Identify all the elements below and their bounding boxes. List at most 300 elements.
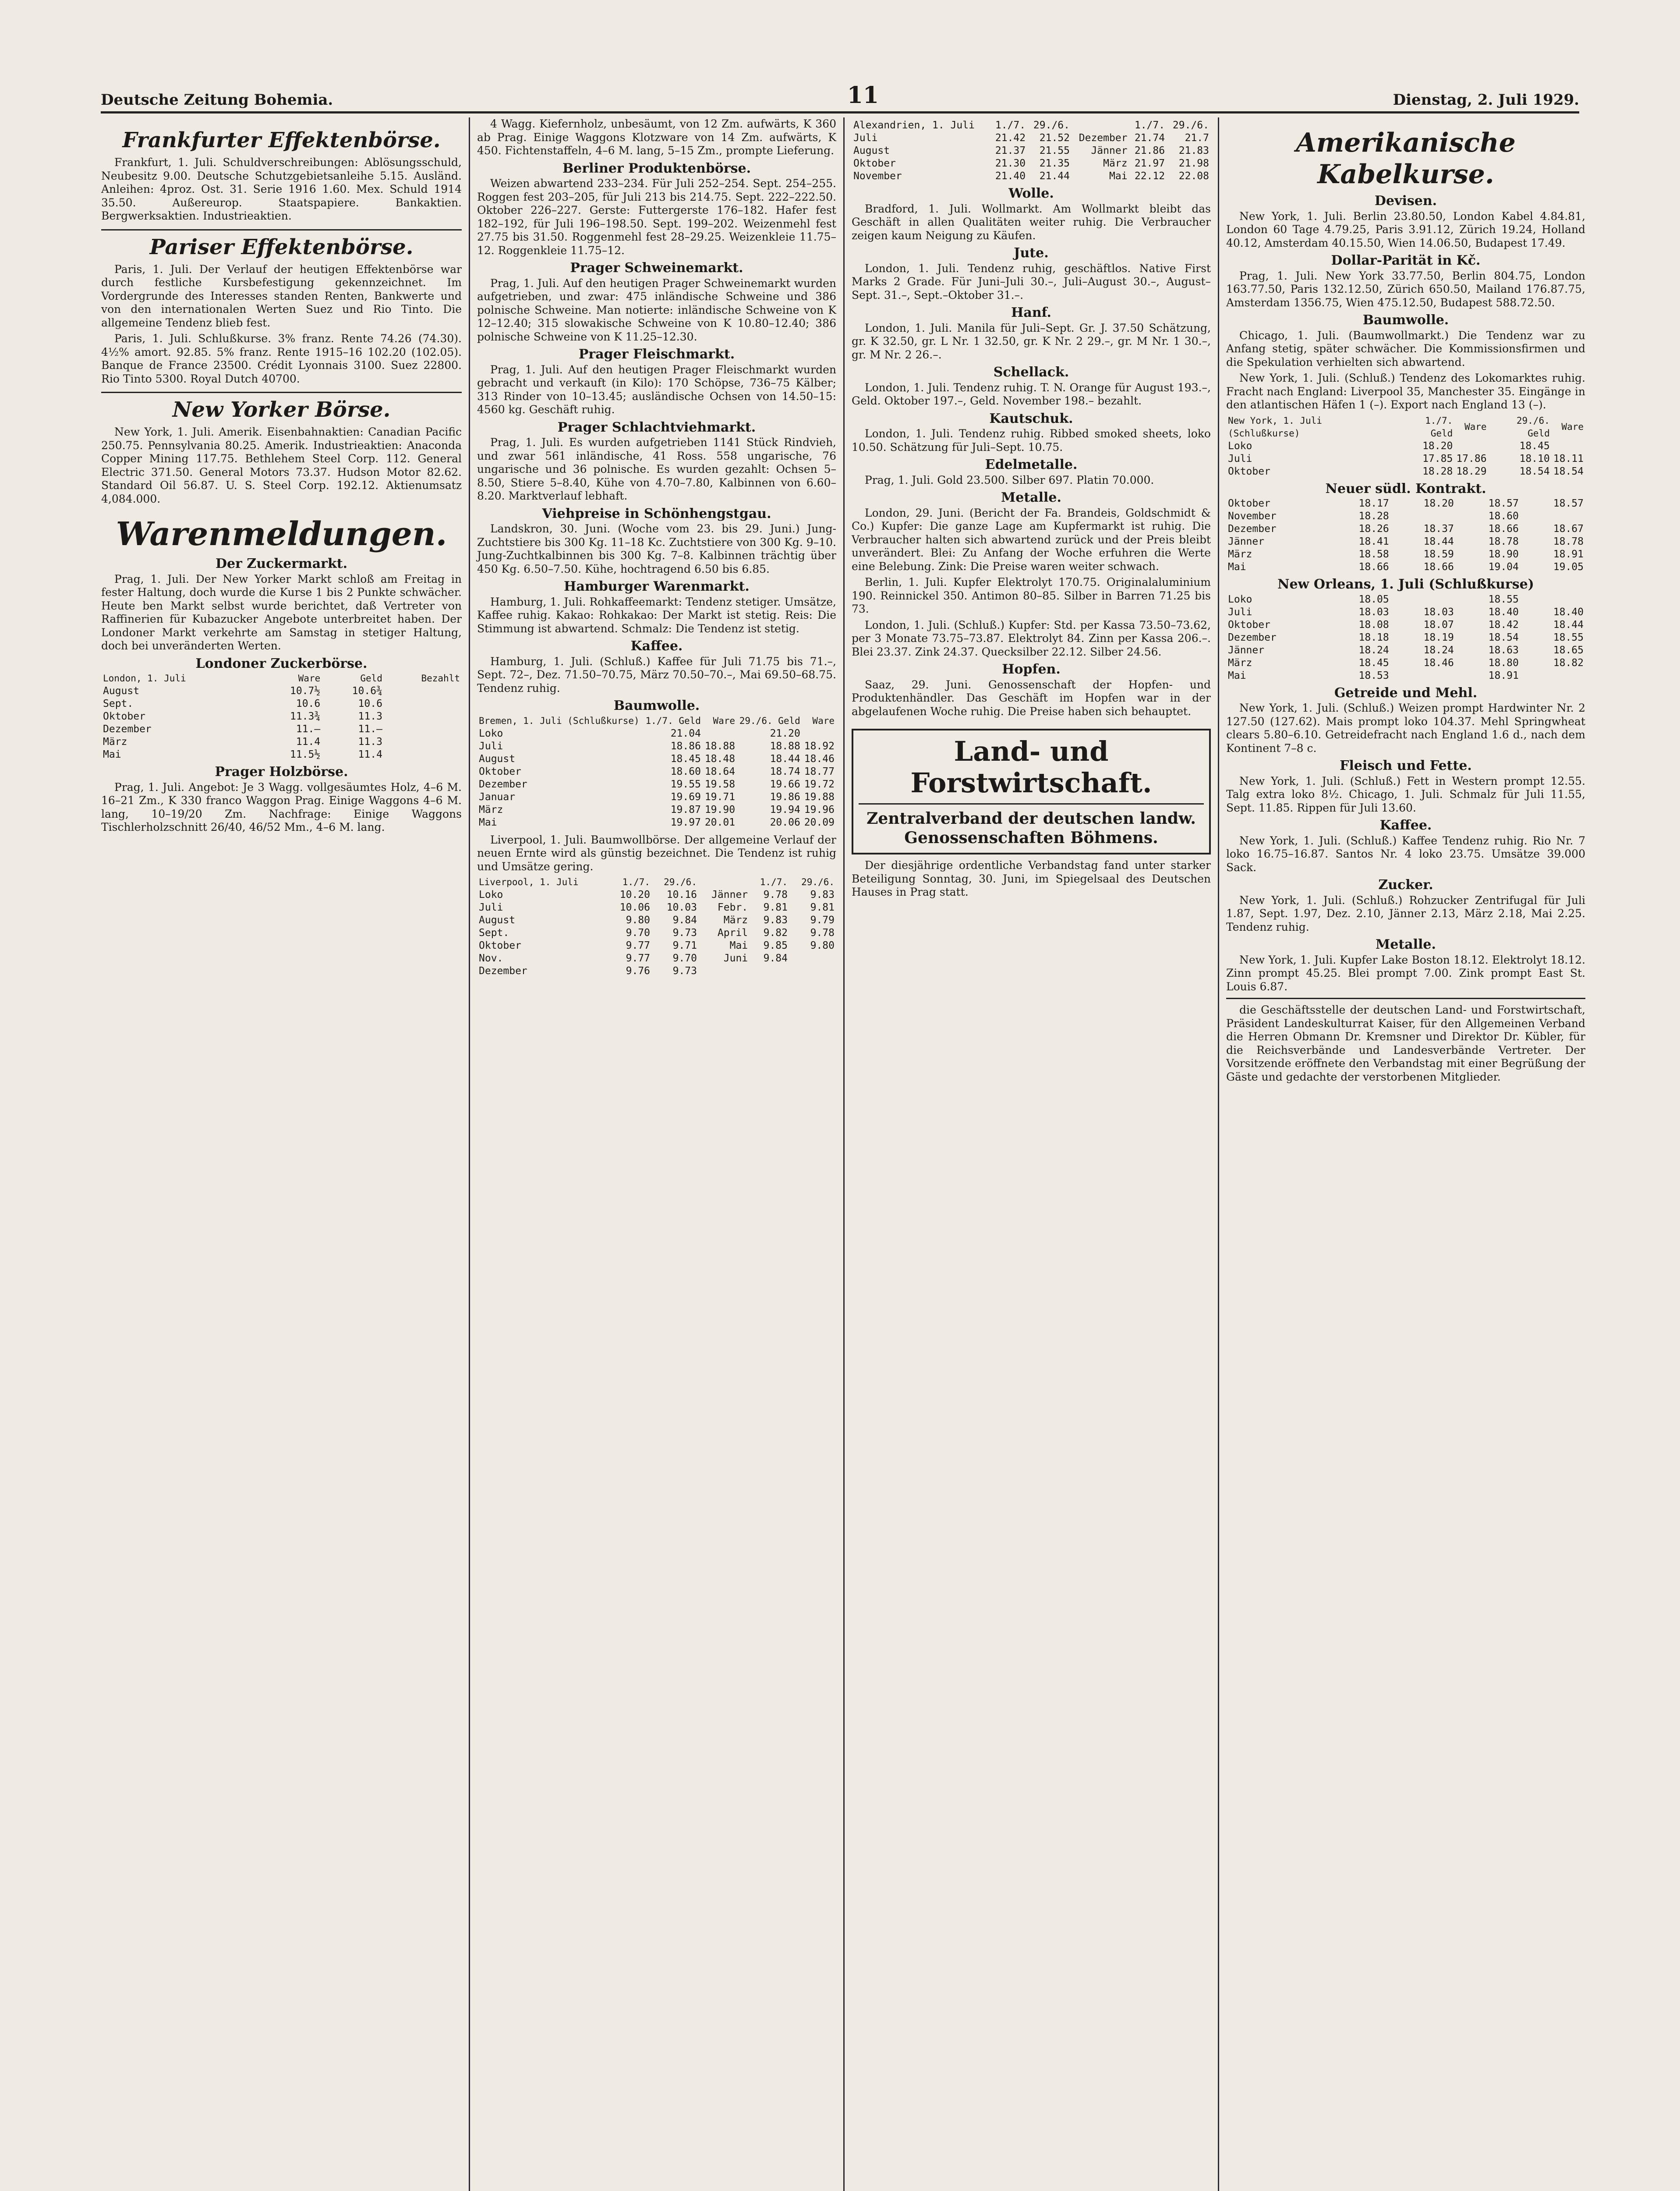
cell: 1./7. — [1134, 120, 1165, 131]
london-metalle-text: London, 1. Juli. (Schluß.) Kupfer: Std. per Kassa 73.50–73.62, per 3 Monate 73.75–73.87. Elektrolyt 84. Zinn per Kassa 206.–. Blei 23.37. Zink 24.37. Quecksilber 22.12. Silber 24.56. — [852, 618, 1211, 658]
cell: 18.17 — [1358, 498, 1389, 509]
cell: 18.88 — [770, 740, 800, 752]
cell: 29./6. — [1033, 120, 1070, 131]
cell: 18.60 — [1488, 511, 1519, 522]
cell: Sept. — [479, 927, 509, 939]
bremen-cotton-table — [477, 715, 836, 829]
cell: 29./6. — [1172, 120, 1209, 131]
cell: Loko — [1228, 440, 1252, 452]
cell: Loko — [479, 889, 503, 901]
cell: 18.41 — [1358, 536, 1389, 547]
wolle-text: Bradford, 1. Juli. Wollmarkt. Am Wollmarkt bleibt das Geschäft in allen Qualitäten weiter ruhig. Die Verbraucher zeigen kaum Neigung zu Käufen. — [852, 202, 1211, 242]
hamburg-title: Hamburger Warenmarkt. — [564, 579, 750, 594]
cell: 18.54 — [1553, 465, 1584, 477]
edelmetalle-text: Prag, 1. Juli. Gold 23.500. Silber 697. Platin 70.000. — [865, 473, 1154, 486]
hanf-title: Hanf. — [1011, 305, 1051, 320]
schellack-title: Schellack. — [993, 365, 1069, 380]
cell: März — [1103, 158, 1128, 169]
baumwolle-title: Baumwolle. — [613, 698, 700, 713]
cell: 18.59 — [1423, 549, 1454, 560]
cell: 18.18 — [1358, 631, 1389, 643]
cell: Dezember — [479, 778, 527, 790]
cell: 21.04 — [670, 727, 701, 739]
cell: 18.44 — [770, 753, 800, 765]
cell: 18.58 — [1358, 549, 1389, 560]
table-row — [477, 889, 836, 901]
cell — [1391, 510, 1456, 523]
column-3 — [843, 117, 1218, 2191]
cell: 21.20 — [770, 727, 800, 739]
cell: 10.6 — [296, 698, 321, 709]
cell: Febr. — [717, 902, 748, 913]
cell: 18.42 — [1488, 619, 1519, 631]
cell: 9.78 — [810, 927, 835, 939]
cell: 18.28 — [1358, 511, 1389, 522]
kaffee-title: Kaffee. — [630, 638, 683, 654]
viehpreise-title: Viehpreise in Schönhengstgau. — [542, 506, 771, 521]
cell: 22.12 — [1134, 170, 1165, 182]
table-row — [1226, 497, 1585, 510]
table-row — [477, 727, 836, 740]
cell: 18.82 — [1553, 657, 1584, 669]
cell: 21.97 — [1134, 158, 1165, 169]
table-header: Ware — [1561, 422, 1584, 432]
cell: 18.53 — [1358, 670, 1389, 681]
cell: 10.20 — [619, 889, 651, 901]
cell: 18.77 — [804, 766, 835, 777]
cell: 18.67 — [1553, 523, 1584, 535]
table-row — [477, 766, 836, 778]
metalle-text: London, 29. Juni. (Bericht der Fa. Brandeis, Goldschmidt & Co.) Kupfer: Die ganze Lage am Kupfermarkt ist ruhig. Die Verbraucher halten sich abwartend zurück und der Preis bleibt unverändert. Blei: Zu Anfang der Woche erfuhren die Werte eine Belebung. Zink: Die Preise waren weiter schwach. — [852, 506, 1211, 573]
kautschuk-text: London, 1. Juli. Tendenz ruhig. Ribbed smoked sheets, loko 10.50. Schätzung für Juli–Sept. 10.75. — [852, 427, 1211, 454]
cell — [384, 710, 462, 723]
cell: 21.74 — [1134, 132, 1165, 144]
alexandria-table — [852, 119, 1211, 183]
columns — [94, 117, 1592, 2191]
metalle-us-title: Metalle. — [1376, 937, 1436, 952]
cell: Dezember — [103, 723, 152, 735]
cell: 21.98 — [1178, 158, 1209, 169]
divider — [859, 803, 1204, 805]
paris-quotes: Paris, 1. Juli. Schlußkurse. 3% franz. Rente 74.26 (74.30). 4½% amort. 92.85. 5% franz. Rente 1915–16 102.20 (102.05). Banque de France 23500. Crédit Lyonnais 3100. Suez 22800. Rio Tinto 5300. Royal Dutch 40700. — [101, 332, 462, 385]
kautschuk-title: Kautschuk. — [989, 411, 1073, 426]
table-row — [477, 804, 836, 816]
dollar-paritaet-text: Prag, 1. Juli. New York 33.77.50, Berlin 804.75, London 163.77.50, Paris 132.12.50, Zürich 650.50, Mailand 176.87.75, Amsterdam 1356.75, Wien 475.12.50, Budapest 588.72.50. — [1226, 269, 1585, 309]
zucker-us-text: New York, 1. Juli. (Schluß.) Rohzucker Zentrifugal für Juli 1.87, Sept. 1.97, Dez. 2.10, Jänner 2.13, März 2.18, Mai 2.25. Tendenz ruhig. — [1226, 893, 1585, 933]
liverpool-table — [477, 876, 836, 978]
cell: August — [479, 915, 516, 926]
kabelkurse-title: Amerikanische Kabelkurse. — [1296, 128, 1516, 190]
table-row — [1226, 644, 1585, 657]
new-orleans-table — [1226, 593, 1585, 682]
cell: 18.74 — [770, 766, 800, 777]
table-header: Bremen, 1. Juli (Schlußkurse) — [479, 715, 640, 726]
cell: 21.35 — [1039, 158, 1070, 169]
cell: 18.07 — [1423, 619, 1454, 631]
fleischmarkt-text: Prag, 1. Juli. Auf den heutigen Prager Fleischmarkt wurden gebracht und verkauft (in Kilo): 170 Schöpse, 736–75 Kälber; 313 Rinder von 10–13.45; ausländische Ochsen von 14.50–15: 4560 kg. Geschäft ruhig. — [477, 363, 836, 416]
london-sugar-title: Londoner Zuckerbörse. — [195, 656, 368, 671]
cell: Dezember — [1228, 631, 1277, 643]
cell: 10.03 — [666, 902, 697, 913]
cell: 9.70 — [672, 953, 697, 964]
cell: Juli — [479, 902, 503, 913]
table-header: Ware — [812, 715, 835, 726]
cell: 11.4 — [358, 749, 382, 760]
cell — [1391, 593, 1456, 606]
hanf-text: London, 1. Juli. Manila für Juli–Sept. Gr. J. 37.50 Schätzung, gr. K 32.50, gr. L Nr. 1 32.50, gr. K Nr. 2 29.–, gr. M Nr. 1 30.–, gr. M Nr. 2 26.–. — [852, 321, 1211, 361]
cell: 21.44 — [1039, 170, 1070, 182]
cell — [384, 698, 462, 710]
table-row — [477, 740, 836, 753]
edelmetalle-title: Edelmetalle. — [985, 457, 1078, 472]
cell: Sept. — [103, 698, 134, 709]
cell: Oktober — [1228, 619, 1270, 631]
cell: 9.78 — [763, 889, 788, 901]
cell: Juli — [479, 740, 503, 752]
table-row — [1226, 619, 1585, 631]
cell: 19.58 — [704, 778, 736, 790]
cell: 9.80 — [626, 915, 651, 926]
cell: 11.– — [358, 723, 382, 735]
dollar-paritaet-title: Dollar-Parität in Kč. — [1331, 253, 1481, 268]
cell: Mai — [1109, 170, 1128, 182]
cell: 9.73 — [672, 927, 697, 939]
schellack-text: London, 1. Juli. Tendenz ruhig. T. N. Orange für August 193.–, Geld. Oktober 197.–, Geld. November 198.– bezahlt. — [852, 381, 1211, 407]
cell: 20.01 — [704, 816, 736, 828]
cell: Loko — [1228, 593, 1252, 605]
holzboerse-text: Prag, 1. Juli. Angebot: Je 3 Wagg. vollgesäumtes Holz, 4–6 M. 16–21 Zm., K 330 franco Waggon Prag. Einige Waggons 4–6 M. lang, 10–19/20 Zm. Nachfrage: Einige Waggons Tischlerholzschnitt 26/40, 46/52 Mm., 4–6 M. lang. — [101, 780, 462, 833]
table-row — [1226, 593, 1585, 606]
cell: 10.06 — [619, 902, 651, 913]
table-row — [477, 816, 836, 829]
cell — [789, 965, 836, 978]
cell: Mai — [1228, 561, 1246, 573]
cell: 20.09 — [804, 816, 835, 828]
cell: 18.45 — [670, 753, 701, 765]
cell: 21.40 — [995, 170, 1026, 182]
cell: 18.26 — [1358, 523, 1389, 535]
cell: Oktober — [1228, 498, 1270, 509]
frankfurt-text: Frankfurt, 1. Juli. Schuldverschreibungen: Ablösungsschuld, Neubesitz 9.00. Deutsche Schutzgebietsanleihe 5.15. Ausländ. Anleihen: 4proz. Ost. 31. Serie 1916 1.60. Mex. Schuld 1914 35.50. Außereurop. Staatspapiere. Bankaktien. Bergwerksaktien. Industrieaktien. — [101, 156, 462, 222]
cell: 19.66 — [770, 778, 800, 790]
cell: 17.85 — [1422, 453, 1453, 464]
table-row — [101, 736, 462, 748]
table-row — [1226, 561, 1585, 574]
cell: 18.46 — [1423, 657, 1454, 669]
cell: Jänner — [1228, 644, 1265, 656]
cell: 9.81 — [810, 902, 835, 913]
cell: April — [717, 927, 748, 939]
cell: 10.6¾ — [352, 685, 382, 697]
hopfen-title: Hopfen. — [1002, 662, 1061, 677]
cell: 19.90 — [704, 804, 736, 815]
table-row — [101, 685, 462, 698]
table-header: 29./6. — [664, 877, 697, 887]
zuckermarkt-text: Prag, 1. Juli. Der New Yorker Markt schloß am Freitag in fester Haltung, doch wurde die Kurse 1 bis 2 Punkte schwächer. Heute ben Markt selbst wurde berichtet, daß Vertreter von Raffinerien für Kubazucker Angebote unterbreitet haben. Der Londoner Markt verkehrte am Samstag in stetiger Haltung, doch bei unveränderten Werten. — [101, 572, 462, 652]
fleisch-title: Fleisch und Fette. — [1340, 758, 1472, 773]
running-head — [101, 78, 1579, 113]
cell: Oktober — [479, 940, 521, 951]
table-row — [852, 145, 1211, 157]
cell: 18.80 — [1488, 657, 1519, 669]
cell: 19.55 — [670, 778, 701, 790]
table-header: Ware — [298, 673, 321, 684]
cell: 9.85 — [763, 940, 788, 951]
newyork-cotton-text: New York, 1. Juli. (Schluß.) Tendenz des Lokomarktes ruhig. Fracht nach England: Liverpool 35, Manchester 35. Eingänge in den atlantischen Häfen 1 (–). Export nach England 13 (–). — [1226, 372, 1585, 411]
liverpool-text: Liverpool, 1. Juli. Baumwollbörse. Der allgemeine Verlauf der neuen Ernte wird als günstig bezeichnet. Die Tendenz ist ruhig und Umsätze gering. — [477, 833, 836, 873]
table-row — [477, 753, 836, 766]
cell: 11.3 — [358, 736, 382, 748]
cell: 21.52 — [1039, 132, 1070, 144]
cell: 18.63 — [1488, 644, 1519, 656]
table-row — [1226, 657, 1585, 670]
cell: 18.54 — [1519, 465, 1550, 477]
newyork-cotton-table — [1226, 415, 1585, 478]
cell: Nov. — [479, 953, 503, 964]
cell: 21.83 — [1178, 145, 1209, 156]
new-orleans-title: New Orleans, 1. Juli (Schlußkurse) — [1277, 577, 1534, 592]
berlin-produkte-text: Weizen abwartend 233–234. Für Juli 252–254. Sept. 254–255. Roggen fest 203–205, für Juli 213 bis 214.75. Sept. 222–222.50. Oktober 226–227. Gerste: Futtergerste 176–182. Hafer fest 182–192, für Juli 196–198.50. Sept. 199–202. Weizenmehl fest 27.75 bis 31.50. Roggenmehl fest 28–29.25. Weizenkleie 11.75–12. Roggenkleie 11.75–12. — [477, 177, 836, 257]
column-1 — [94, 117, 469, 2191]
cell: 9.76 — [626, 965, 651, 977]
cell: Loko — [479, 727, 503, 739]
cell: November — [853, 170, 902, 182]
cell — [703, 727, 737, 740]
table-row — [852, 132, 1211, 145]
column-4 — [1218, 117, 1592, 2191]
fleischmarkt-title: Prager Fleischmarkt. — [578, 347, 735, 362]
cell: 18.78 — [1553, 536, 1584, 547]
schweinemarkt-title: Prager Schweinemarkt. — [570, 260, 743, 276]
cell: 9.73 — [672, 965, 697, 977]
cell: März — [723, 915, 748, 926]
cell — [789, 952, 836, 965]
cell — [1521, 510, 1585, 523]
table-row — [1226, 440, 1585, 453]
jute-title: Jute. — [1014, 245, 1049, 261]
cell: 18.11 — [1553, 453, 1584, 464]
berlin-produkte-title: Berliner Produktenbörse. — [562, 160, 751, 176]
cell: März — [479, 804, 503, 815]
cell: Oktober — [103, 711, 145, 722]
cell: März — [103, 736, 127, 748]
wolle-title: Wolle. — [1008, 186, 1054, 201]
table-header: 1./7. Geld — [645, 715, 701, 726]
cell: 18.20 — [1422, 440, 1453, 452]
cell: 19.86 — [770, 791, 800, 803]
cell: Alexandrien, 1. Juli — [853, 120, 975, 131]
cell: November — [1228, 511, 1277, 522]
cell: 18.24 — [1358, 644, 1389, 656]
cell: 18.86 — [670, 740, 701, 752]
cell: 19.69 — [670, 791, 701, 803]
cell: 19.88 — [804, 791, 835, 803]
cell — [1072, 119, 1129, 132]
cell: 19.05 — [1553, 561, 1584, 573]
metalle-title: Metalle. — [1001, 490, 1061, 505]
cell: 18.54 — [1488, 631, 1519, 643]
schlachtvieh-title: Prager Schlachtviehmarkt. — [557, 419, 756, 435]
cell: Dezember — [479, 965, 527, 977]
cell: 11.4 — [296, 736, 321, 748]
table-row — [101, 723, 462, 736]
table-row — [1226, 548, 1585, 561]
getreide-title: Getreide und Mehl. — [1334, 685, 1478, 701]
cell: 18.66 — [1488, 523, 1519, 535]
cell: Jänner — [1091, 145, 1128, 156]
table-row — [1226, 606, 1585, 619]
cell: 18.92 — [804, 740, 835, 752]
table-row — [477, 940, 836, 952]
table-header: Ware — [713, 715, 736, 726]
table-header: Bezahlt — [421, 673, 460, 684]
neuer-kontrakt-table — [1226, 497, 1585, 574]
cell: 21.55 — [1039, 145, 1070, 156]
cell: 21.86 — [1134, 145, 1165, 156]
cell: Mai — [103, 749, 121, 760]
cell: 1./7. — [995, 120, 1026, 131]
table-header: New York, 1. Juli (Schlußkurse) — [1228, 415, 1322, 439]
cell: Oktober — [853, 158, 896, 169]
cell — [1552, 440, 1585, 453]
cell: 20.06 — [770, 816, 800, 828]
cell: März — [1228, 657, 1252, 669]
cell: 17.86 — [1456, 453, 1487, 464]
cell — [384, 748, 462, 761]
cell — [1454, 440, 1488, 453]
newyork-text: New York, 1. Juli. Amerik. Eisenbahnaktien: Canadian Pacific 250.75. Pennsylvania 80.25. Amerik. Industrieaktien: Anaconda Copper Mining 117.75. Bethlehem Steel Corp. 112. General Electric 371.50. General Motors 73.37. Hudson Motor 82.62. Standard Oil 56.87. U. S. Steel Corp. 192.12. Aktienumsatz 4,084.000. — [101, 425, 462, 505]
cell: 18.64 — [704, 766, 736, 777]
cell: 19.94 — [770, 804, 800, 815]
neuer-kontrakt-title: Neuer südl. Kontrakt. — [1325, 481, 1486, 496]
cell — [1521, 670, 1585, 682]
cell: 9.83 — [810, 889, 835, 901]
cell: Juli — [853, 132, 878, 144]
cell: Januar — [479, 791, 516, 803]
cell: 11.3¾ — [290, 711, 321, 722]
zuckermarkt-title: Der Zuckermarkt. — [215, 556, 348, 571]
agriculture-title: Land- und Forstwirtschaft. — [910, 735, 1152, 799]
cell: August — [853, 145, 890, 156]
cell: 18.45 — [1519, 440, 1550, 452]
cell: Mai — [479, 816, 497, 828]
viehpreise-text: Landskron, 30. Juni. (Woche vom 23. bis 29. Juni.) Jung-Zuchtstiere bis 300 Kg. 11–18 Kc. Zuchtstiere von 300 Kg. 9–10. Jung-Zuchtkalbinnen bis 300 Kg. 7–8. Kalbinnen trächtig über 450 Kg. 6.50–7.50. Kühe, hochtragend 6.50 bis 6.85. — [477, 522, 836, 575]
cell: 9.84 — [672, 915, 697, 926]
metalle-us-text: New York, 1. Juli. Kupfer Lake Boston 18.12. Elektrolyt 18.12. Zinn prompt 45.25. Blei prompt 7.00. Zink prompt East St. Louis 6.87. — [1226, 953, 1585, 993]
cell: 18.37 — [1423, 523, 1454, 535]
cell: 9.80 — [810, 940, 835, 951]
cell: 21.30 — [995, 158, 1026, 169]
cell: 19.04 — [1488, 561, 1519, 573]
table-row — [852, 170, 1211, 183]
cell: 9.77 — [626, 953, 651, 964]
table-row — [852, 119, 1211, 132]
paris-text: Paris, 1. Juli. Der Verlauf der heutigen Effektenbörse war durch festliche Kursbefestigung gekennzeichnet. Im Vordergrunde des Interesses standen Renten, Bankwerte und von den internationalen Werten Suez und Rio Tinto. Die allgemeine Tendenz blieb fest. — [101, 262, 462, 329]
warenmeldungen-title: Warenmeldungen. — [116, 515, 447, 553]
cell: 9.79 — [810, 915, 835, 926]
cell: Oktober — [1228, 465, 1270, 477]
cell: 10.6 — [358, 698, 382, 709]
cell: 18.45 — [1358, 657, 1389, 669]
cell: 9.70 — [626, 927, 651, 939]
newyork-title: New Yorker Börse. — [101, 392, 462, 423]
cell: 18.57 — [1488, 498, 1519, 509]
table-row — [477, 791, 836, 804]
cell: 18.24 — [1423, 644, 1454, 656]
jute-text: London, 1. Juli. Tendenz ruhig, geschäftlos. Native First Marks 2 Grade. Für Juni–Juli 30.–, Juli–August 30.–, August–Sept. 31.–, Sept.–Oktober 31.–. — [852, 262, 1211, 301]
table-row — [1226, 510, 1585, 523]
cell: 18.66 — [1358, 561, 1389, 573]
verbandstag-text: Der diesjährige ordentliche Verbandstag fand unter starker Beteiligung Sonntag, 30. Juni, im Spiegelsaal des Deutschen Hauses in Prag statt. — [852, 859, 1211, 898]
table-header: 29./6. Geld — [739, 715, 800, 726]
table-header: 29./6. Geld — [1516, 415, 1550, 439]
kaffee-text: Hamburg, 1. Juli. (Schluß.) Kaffee für Juli 71.75 bis 71.–, Sept. 72–, Dez. 71.50–70.75, März 70.50–70.–, Mai 69.50–68.75. Tendenz ruhig. — [477, 655, 836, 695]
table-row — [477, 927, 836, 940]
devisen-text: New York, 1. Juli. Berlin 23.80.50, London Kabel 4.84.81, London 60 Tage 4.79.25, Paris 3.91.12, Zürich 19.24, Holland 40.12, Amsterdam 40.15.50, Wien 14.06.50, Budapest 17.49. — [1226, 209, 1585, 249]
table-row — [101, 748, 462, 761]
getreide-text: New York, 1. Juli. (Schluß.) Weizen prompt Hardwinter Nr. 2 127.50 (127.62). Mais prompt loko 104.37. Mehl Springwheat clears 5.80–6.10. Getreidefracht nach England 1.6 d., nach dem Kontinent 7–8 c. — [1226, 702, 1585, 755]
holz-continued: 4 Wagg. Kiefernholz, unbesäumt, von 12 Zm. aufwärts, K 360 ab Prag. Einige Waggons Klotzware von 14 Zm. aufwärts, K 450. Fichtenstaffeln, 4–6 M. lang, 5–15 Zm., prompte Lieferung. — [477, 117, 836, 157]
cell: 11.5½ — [290, 749, 321, 760]
cell: 21.7 — [1185, 132, 1209, 144]
cell: 18.78 — [1488, 536, 1519, 547]
cell: Jänner — [1228, 536, 1265, 547]
cell: 18.20 — [1423, 498, 1454, 509]
cell: 18.55 — [1488, 593, 1519, 605]
table-row — [1226, 465, 1585, 478]
table-row — [477, 914, 836, 927]
hamburg-text: Hamburg, 1. Juli. Rohkaffeemarkt: Tendenz stetiger. Umsätze, Kaffee ruhig. Kakao: Rohkakao: Der Markt ist stetig. Reis: Die Stimmung ist abwartend. Schmalz: Die Tendenz ist stetig. — [477, 595, 836, 635]
cell: Mai — [1228, 670, 1246, 681]
cell: 19.87 — [670, 804, 701, 815]
cell: August — [103, 685, 140, 697]
cell: 9.84 — [763, 953, 788, 964]
cell — [1521, 593, 1585, 606]
chicago-cotton-text: Chicago, 1. Juli. (Baumwollmarkt.) Die Tendenz war zu Anfang stetig, später schwächer. Die Kommissionsfirmen und die Spekulation verhielten sich abwartend. — [1226, 329, 1585, 369]
cell: 10.7½ — [290, 685, 321, 697]
schlachtvieh-text: Prag, 1. Juli. Es wurden aufgetrieben 1141 Stück Rindvieh, und zwar 561 inländische, 41 Ross. 558 ungarische, 76 ungarische und 36 polnische. Es wurden gezahlt: Ochsen 5–8.50, Stiere 5–8.40, Kühe von 4.70–7.80, Kalbinnen von 6.60–8.20. Marktverlauf lebhaft. — [477, 436, 836, 502]
table-row — [101, 698, 462, 710]
berlin-metalle-text: Berlin, 1. Juli. Kupfer Elektrolyt 170.75. Originalaluminium 190. Reinnickel 350. Antimon 80–85. Silber in Barren 71.25 bis 73. — [852, 576, 1211, 615]
cell: Dezember — [1228, 523, 1277, 535]
schweinemarkt-text: Prag, 1. Juli. Auf den heutigen Prager Schweinemarkt wurden aufgetrieben, und zwar: 475 inländische Schweine und 386 polnische Schweine. Man notierte: inländische Schweine von K 12–12.40; 315 slowakische Schweine von K 10.80–12.40; 386 polnische Schweine von K 11.25–12.30. — [477, 277, 836, 343]
divider — [1226, 998, 1585, 999]
cell: 19.97 — [670, 816, 701, 828]
table-header: London, 1. Juli — [103, 673, 186, 684]
cell: 11.– — [296, 723, 321, 735]
cell: 10.16 — [666, 889, 697, 901]
cell: 19.96 — [804, 804, 835, 815]
fleisch-text: New York, 1. Juli. (Schluß.) Fett in Western prompt 12.55. Talg extra loko 8½. Chicago, 1. Juli. Schmalz für Juli 11.55, Sept. 11.85. Rippen für Juli 13.60. — [1226, 774, 1585, 814]
paris-title: Pariser Effektenbörse. — [101, 229, 462, 260]
issue-date: Dienstag, 2. Juli 1929. — [1393, 91, 1579, 109]
table-row — [1226, 670, 1585, 682]
cell: Jänner — [711, 889, 748, 901]
cell — [384, 685, 462, 698]
cell: 18.05 — [1358, 593, 1389, 605]
cell: Dezember — [1079, 132, 1128, 144]
table-row — [1226, 523, 1585, 535]
table-row — [852, 157, 1211, 170]
cell: 18.65 — [1553, 644, 1584, 656]
zucker-us-title: Zucker. — [1378, 877, 1433, 893]
kaffee-us-text: New York, 1. Juli. (Schluß.) Kaffee Tendenz ruhig. Rio Nr. 7 loko 16.75–16.87. Santos Nr. 4 loko 23.75. Umsätze 39.000 Sack. — [1226, 834, 1585, 874]
table-row — [1226, 631, 1585, 644]
table-row — [1226, 453, 1585, 465]
cell — [384, 723, 462, 736]
table-header — [699, 876, 750, 889]
table-row — [477, 901, 836, 914]
